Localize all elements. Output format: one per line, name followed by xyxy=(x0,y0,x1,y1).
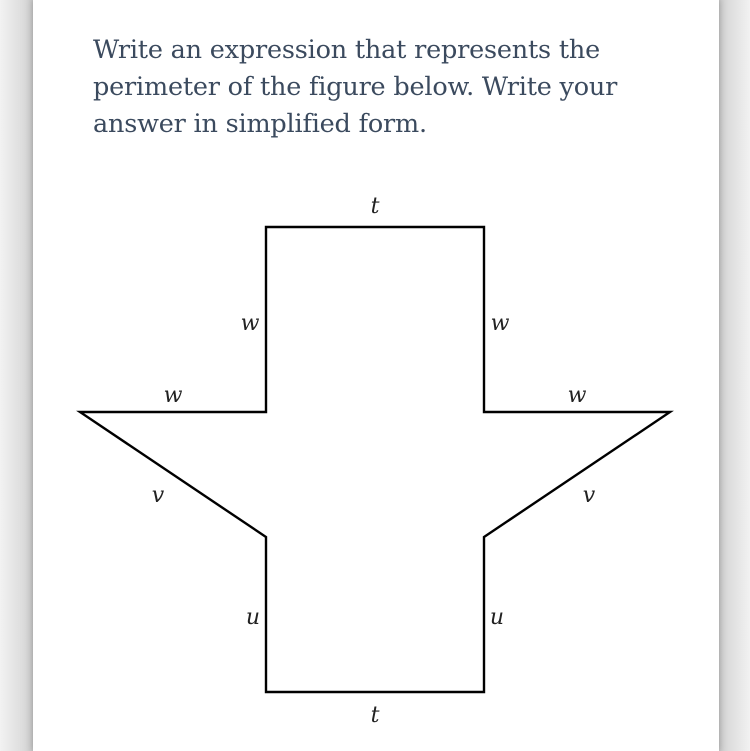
label-right-slant-v: v xyxy=(582,483,596,508)
label-lower-right-u: u xyxy=(489,605,505,630)
figure-outline xyxy=(80,227,670,692)
label-left-arm-w: w xyxy=(163,383,183,408)
label-top-t: t xyxy=(370,194,380,219)
label-right-arm-w: w xyxy=(567,383,587,408)
question-text: Write an expression that represents the perimeter of the figure below. Write your answer in simplified form. xyxy=(93,35,618,139)
label-upper-right-w: w xyxy=(490,311,510,336)
label-left-slant-v: v xyxy=(151,483,165,508)
label-upper-left-w: w xyxy=(240,311,260,336)
label-bottom-t: t xyxy=(370,703,380,728)
label-lower-left-u: u xyxy=(245,605,261,630)
